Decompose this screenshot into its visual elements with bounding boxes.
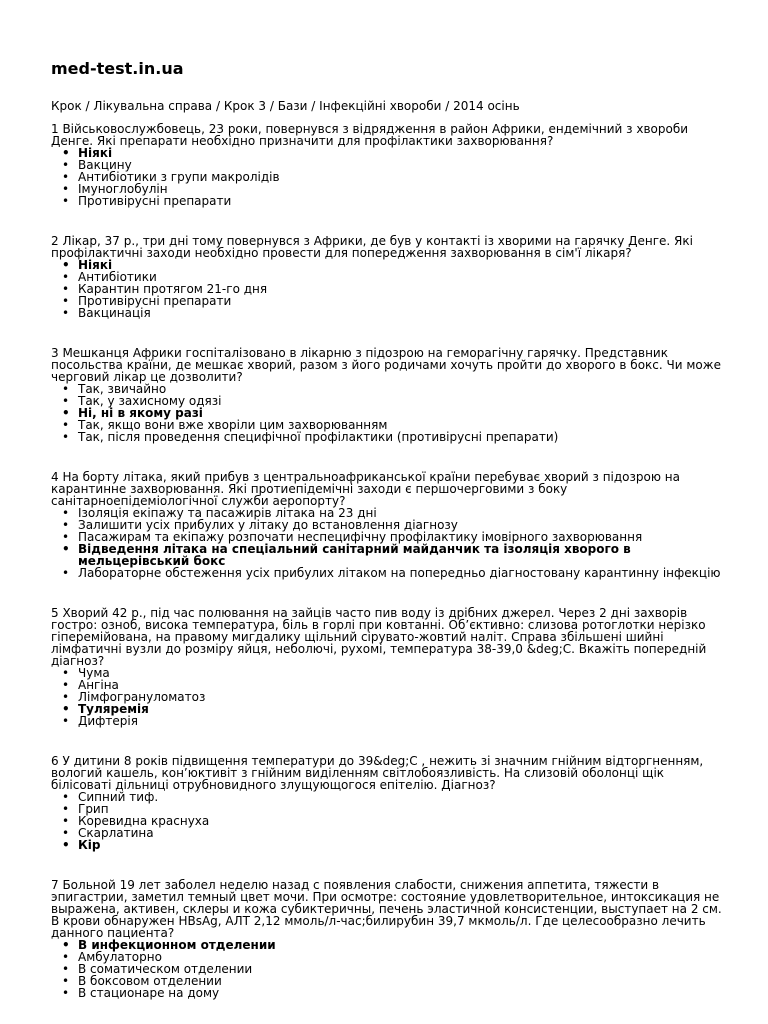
breadcrumb-item-infektsiini-khvoroby[interactable]: Інфекційні хвороби /	[319, 99, 450, 113]
question-text: 6 У дитини 8 років підвищення температури до 39&deg;C , нежить зі значним гнійним відторгненням, вологий кашель, кон’юктивіт з гнійним виділенням світлобоязливість. На слизовій оболонці щік білісоваті дільниці отрубновидного злущующогося епітелію. Діагноз?	[51, 754, 704, 792]
answer-option: • В стационаре на дому	[51, 987, 723, 999]
answer-option: • Пасажирам та екіпажу розпочати неспецифічну профілактику імовірного захворювання	[51, 531, 723, 543]
breadcrumb-item-krok[interactable]: Крок /	[51, 99, 90, 113]
site-title[interactable]: med-test.in.ua	[51, 59, 184, 78]
answer-option: • Вакцинація	[51, 307, 723, 319]
answer-option-correct: • Кір	[51, 839, 723, 851]
answer-option: • Лімфогрануломатоз	[51, 691, 723, 703]
answer-option: • Так, звичайно	[51, 383, 723, 395]
answer-option: • Скарлатина	[51, 827, 723, 839]
answer-list	[51, 383, 723, 443]
answer-option-correct: • Ніякі	[51, 259, 723, 271]
answer-option-correct: • Відведення літака на спеціальний санітарний майданчик та ізоляція хворого в мельцерівський бокс	[51, 543, 723, 567]
answer-option: • Лабораторне обстеження усіх прибулих літаком на попередньо діагностовану карантинну інфекцію	[51, 567, 723, 579]
question-text: 3 Мешканця Африки госпіталізовано в лікарню з підозрою на геморагічну гарячку. Представник посольства країни, де мешкає хворий, разом з його родичами хочуть пройти до хворого в бокс. Чи може черговий лікар це дозволити?	[51, 346, 721, 384]
answer-list	[51, 939, 723, 999]
answer-option: • Противірусні препарати	[51, 195, 723, 207]
answer-option: • Так, після проведення специфічної профілактики (противірусні препарати)	[51, 431, 723, 443]
breadcrumb	[51, 99, 520, 113]
answer-option-correct: • Ніякі	[51, 147, 723, 159]
answer-option: • Так, якщо вони вже хворіли цим захворюванням	[51, 419, 723, 431]
question-block	[51, 471, 723, 579]
answer-option: • Так, у захисному одязі	[51, 395, 723, 407]
answer-option: • Антибіотики	[51, 271, 723, 283]
question-block	[51, 347, 723, 443]
answer-option: • Коревидна краснуха	[51, 815, 723, 827]
question-block	[51, 755, 723, 851]
answer-option: • Чума	[51, 667, 723, 679]
answer-list	[51, 507, 723, 579]
answer-option-correct: • Ні, ні в якому разі	[51, 407, 723, 419]
answer-option: • Противірусні препарати	[51, 295, 723, 307]
question-text: 1 Військовослужбовець, 23 роки, повернувся з відрядження в район Африки, ендемічний з хвороби Денге. Які препарати необхідно призначити для профілактики захворювання?	[51, 122, 689, 148]
question-block	[51, 235, 723, 319]
answer-option: • Антибіотики з групи макролідів	[51, 171, 723, 183]
question-text: 4 На борту літака, який прибув з центральноафриканської країни перебуває хворий з підозрою на карантинне захворювання. Які протиепідемічні заходи є першочерговими з боку санітарноепідеміологічної служби аеропорту?	[51, 470, 680, 508]
answer-option: • Залишити усіх прибулих у літаку до встановлення діагнозу	[51, 519, 723, 531]
answer-list	[51, 147, 723, 207]
breadcrumb-item-krok-3[interactable]: Крок 3 /	[223, 99, 274, 113]
answer-option: • Дифтерія	[51, 715, 723, 727]
answer-option-correct: • Туляремія	[51, 703, 723, 715]
question-list	[51, 123, 723, 999]
answer-list	[51, 259, 723, 319]
answer-option: • В соматическом отделении	[51, 963, 723, 975]
answer-option: • Грип	[51, 803, 723, 815]
question-text: 5 Хворий 42 р., під час полювання на зайців часто пив воду із дрібних джерел. Через 2 дні захворів гостро: озноб, висока температура, біль в горлі при ковтанні. Об’єктивно: слизова ротоглотки нерізко гіперемійована, на правому мигдалику щільний сірувато-жовтий наліт. Справа збільшені шийні лімфатичні вузли до розміру яйця, неболючі, рухомі, температура 38-39,0 &deg;C. Вкажіть попередній діагноз?	[51, 606, 707, 668]
answer-option: • Амбулаторно	[51, 951, 723, 963]
question-text: 2 Лікар, 37 р., три дні тому повернувся з Африки, де був у контакті із хворими на гарячку Денге. Які профілактичні заходи необхідно провести для попередження захворювання в сім'ї лікаря?	[51, 234, 693, 260]
answer-option-correct: • В инфекционном отделении	[51, 939, 723, 951]
answer-option: • Сипний тиф.	[51, 791, 723, 803]
answer-list	[51, 667, 723, 727]
answer-option: • Імуноглобулін	[51, 183, 723, 195]
question-text: 7 Больной 19 лет заболел неделю назад с появления слабости, снижения аппетита, тяжести в эпигастрии, заметил темный цвет мочи. При осмотре: состояние удовлетворительное, интоксикация не выражена, активен, склеры и кожа субиктеричны, печень эластичной консистенции, выступает на 2 см. В крови обнаружен HBsAg, АЛТ 2,12 ммоль/л-час;билирубин 39,7 мкмоль/л. Где целесообразно лечить данного пациента?	[51, 878, 722, 940]
answer-option: • В боксовом отделении	[51, 975, 723, 987]
question-block	[51, 879, 723, 999]
answer-option: • Ізоляція екіпажу та пасажирів літака на 23 дні	[51, 507, 723, 519]
question-block	[51, 607, 723, 727]
answer-list	[51, 791, 723, 851]
answer-option: • Ангіна	[51, 679, 723, 691]
breadcrumb-item-2014-osin[interactable]: 2014 осінь	[453, 99, 520, 113]
breadcrumb-item-likuvalna-sprava[interactable]: Лікувальна справа /	[93, 99, 221, 113]
breadcrumb-item-bazy[interactable]: Бази /	[277, 99, 316, 113]
question-block	[51, 123, 723, 207]
answer-option: • Вакцину	[51, 159, 723, 171]
answer-option: • Карантин протягом 21-го дня	[51, 283, 723, 295]
